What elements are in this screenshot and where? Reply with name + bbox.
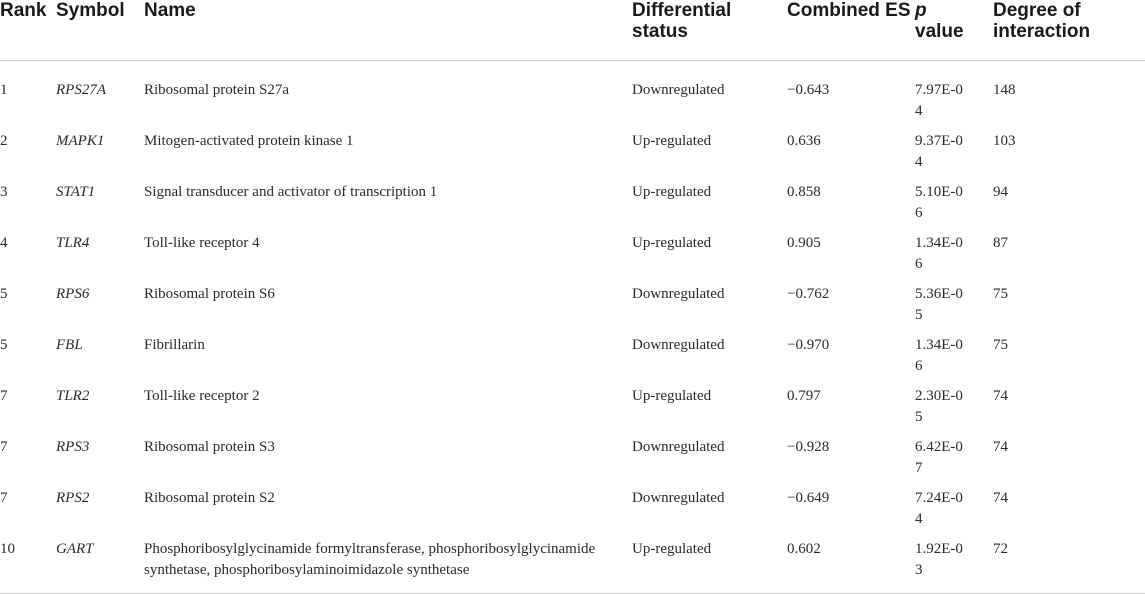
- cell-degree: 103: [993, 132, 1016, 149]
- cell-rank: 10: [0, 539, 56, 594]
- table-row: [0, 131, 1145, 182]
- cell-p-value: [915, 61, 993, 131]
- cell-status: Up-regulated: [632, 234, 712, 251]
- table-row: [0, 335, 1145, 386]
- cell-combined-es: −0.643: [787, 82, 830, 98]
- cell-name: Ribosomal protein S27a: [144, 82, 289, 98]
- cell-combined-es: 0.858: [787, 183, 821, 200]
- header-row: [0, 0, 1145, 61]
- cell-symbol: RPS2: [56, 489, 90, 506]
- header-p-rest: value: [915, 21, 964, 42]
- table-row: [0, 386, 1145, 437]
- cell-symbol: RPS3: [56, 438, 90, 455]
- cell-status: Downregulated: [632, 438, 725, 455]
- cell-degree: 74: [993, 489, 1008, 506]
- cell-symbol: RPS27A: [56, 82, 106, 98]
- cell-degree: 74: [993, 438, 1008, 455]
- table-row: [0, 61, 1145, 131]
- cell-symbol: TLR4: [56, 234, 90, 251]
- cell-status: Downregulated: [632, 489, 725, 506]
- cell-status: Up-regulated: [632, 132, 712, 149]
- cell-status: Up-regulated: [632, 387, 712, 404]
- table-row: [0, 233, 1145, 284]
- cell-p-value: [915, 488, 993, 539]
- cell-rank: 7: [0, 438, 8, 455]
- cell-rank: 5: [0, 336, 8, 353]
- cell-combined-es: 0.905: [787, 234, 821, 251]
- cell-status: Downregulated: [632, 82, 725, 98]
- cell-p-value: [915, 335, 993, 386]
- cell-p-value: [915, 437, 993, 488]
- p-value-text: 1.34E-06: [915, 234, 963, 272]
- table-row: [0, 488, 1145, 539]
- cell-combined-es: −0.649: [787, 489, 830, 506]
- p-value-text: 1.34E-06: [915, 336, 963, 374]
- cell-degree: 74: [993, 387, 1008, 404]
- header-symbol: Symbol: [56, 0, 144, 61]
- cell-combined-es: 0.636: [787, 132, 821, 149]
- cell-degree: 75: [993, 285, 1008, 302]
- cell-degree: 148: [993, 82, 1016, 98]
- cell-p-value: [915, 233, 993, 284]
- table-row: [0, 182, 1145, 233]
- cell-symbol: GART: [56, 539, 144, 594]
- p-value-text: 5.36E-05: [915, 285, 963, 323]
- p-value-text: 7.97E-04: [915, 82, 963, 119]
- cell-status: Downregulated: [632, 336, 725, 353]
- cell-name: Signal transducer and activator of transcription 1: [144, 183, 438, 200]
- cell-name: Mitogen-activated protein kinase 1: [144, 132, 354, 149]
- cell-symbol: RPS6: [56, 285, 90, 302]
- cell-p-value: [915, 131, 993, 182]
- header-degree: Degree of interaction: [993, 0, 1145, 61]
- cell-combined-es: 0.602: [787, 539, 915, 594]
- cell-rank: 7: [0, 489, 8, 506]
- cell-name: Ribosomal protein S3: [144, 438, 275, 455]
- cell-combined-es: −0.970: [787, 336, 830, 353]
- table-row: [0, 539, 1145, 594]
- cell-symbol: MAPK1: [56, 132, 105, 149]
- cell-rank: 2: [0, 132, 8, 149]
- cell-name: Toll-like receptor 2: [144, 387, 260, 404]
- p-value-text: 7.24E-04: [915, 489, 963, 527]
- cell-p-value: [915, 284, 993, 335]
- table-header: [0, 0, 1145, 61]
- cell-p-value: [915, 182, 993, 233]
- table-row: [0, 284, 1145, 335]
- cell-symbol: STAT1: [56, 183, 96, 200]
- header-p-value: [915, 0, 993, 61]
- cell-name: Toll-like receptor 4: [144, 234, 260, 251]
- cell-rank: 7: [0, 387, 8, 404]
- cell-name: Ribosomal protein S6: [144, 285, 275, 302]
- cell-p-value: [915, 386, 993, 437]
- cell-p-value: [915, 539, 993, 594]
- cell-degree: 94: [993, 183, 1008, 200]
- p-value-text: 6.42E-07: [915, 438, 963, 476]
- header-name: Name: [144, 0, 632, 61]
- cell-combined-es: −0.762: [787, 285, 830, 302]
- cell-degree: 75: [993, 336, 1008, 353]
- cell-status: Up-regulated: [632, 183, 712, 200]
- cell-combined-es: 0.797: [787, 387, 821, 404]
- cell-symbol: TLR2: [56, 387, 90, 404]
- p-value-text: 5.10E-06: [915, 183, 963, 221]
- cell-rank: 5: [0, 285, 8, 302]
- p-value-text: 2.30E-05: [915, 387, 963, 425]
- cell-status: Downregulated: [632, 285, 725, 302]
- cell-combined-es: −0.928: [787, 438, 830, 455]
- cell-rank: 1: [0, 82, 8, 98]
- cell-name: Fibrillarin: [144, 336, 205, 353]
- p-value-text: 9.37E-04: [915, 132, 963, 170]
- header-differential-status: Differential status: [632, 0, 787, 61]
- cell-degree: 87: [993, 234, 1008, 251]
- table-row: [0, 437, 1145, 488]
- table-body: [0, 61, 1145, 594]
- cell-rank: 4: [0, 234, 8, 251]
- cell-status: Up-regulated: [632, 539, 787, 594]
- cell-name: Phosphoribosylglycinamide formyltransferase, phosphoribosylglycinamide synthetase, phosphoribosylaminoimidazole synthetase: [144, 539, 632, 594]
- header-p-letter: p: [915, 0, 927, 21]
- cell-name: Ribosomal protein S2: [144, 489, 275, 506]
- cell-degree: 72: [993, 539, 1145, 594]
- header-combined-es: Combined ES: [787, 0, 915, 61]
- cell-symbol: FBL: [56, 336, 83, 353]
- header-rank: Rank: [0, 0, 56, 61]
- p-value-text: 1.92E-03: [915, 540, 963, 578]
- cell-rank: 3: [0, 183, 8, 200]
